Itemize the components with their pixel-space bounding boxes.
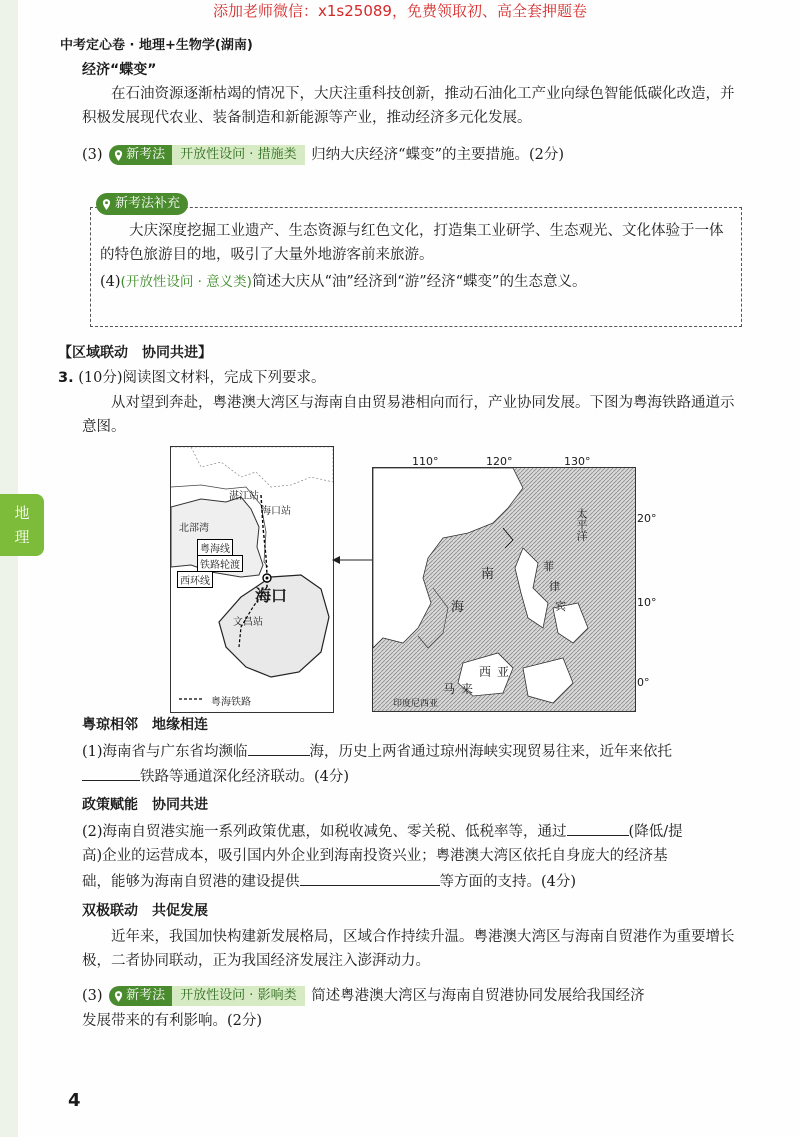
- question-3b-line: [82, 984, 752, 1008]
- map-label: 亚: [497, 665, 510, 679]
- question-number: 3.: [58, 370, 74, 386]
- badge-label: 新考法: [126, 147, 166, 162]
- map-label: 海: [451, 600, 465, 615]
- question-text: 简述粤港澳大湾区与海南自贸港协同发展给我国经济: [311, 988, 645, 1004]
- badge-type: 开放性设问 · 影响类: [172, 986, 304, 1006]
- latitude-label: 20°: [637, 512, 657, 525]
- map-label: 宾: [555, 600, 566, 613]
- pin-icon: [114, 991, 123, 1002]
- question-3b-line-2: 发展带来的有利影响。(2分): [82, 1013, 263, 1029]
- answer-blank[interactable]: [567, 819, 629, 836]
- map-label: 南: [481, 567, 495, 582]
- map-label-haikou: 海口: [255, 586, 288, 605]
- question-text: 归纳大庆经济“蝶变”的主要措施。(2分): [311, 147, 565, 163]
- latitude-label: 10°: [637, 596, 657, 609]
- answer-blank[interactable]: [248, 739, 310, 756]
- map-label: 北部湾: [179, 523, 209, 534]
- question-number: (4): [100, 274, 121, 290]
- sub3-paragraph: 近年来，我国加快构建新发展格局，区域合作持续升温。粤港澳大湾区与海南自贸港作为重要增长极，二者协同联动，正为我国经济发展注入澎湃动力。: [82, 929, 735, 969]
- map-label: 菲: [543, 560, 554, 573]
- side-tab-char: 地: [14, 504, 30, 522]
- map-boxed-label: 西环线: [177, 571, 213, 588]
- page-number: 4: [68, 1090, 81, 1111]
- section1-paragraph: 在石油资源逐渐枯竭的情况下，大庆注重科技创新，推动石油化工产业向绿色智能低碳化改造，并积极发展现代农业、装备制造和新能源等产业，推动经济多元化发展。: [82, 86, 735, 126]
- map-legend-label: 粤海铁路: [211, 697, 251, 708]
- question-2-line-c: [82, 869, 752, 894]
- question-intro-text: (10分)阅读图文材料，完成下列要求。: [78, 370, 326, 386]
- question-4-line: [100, 270, 740, 294]
- longitude-label: 110°: [412, 455, 439, 468]
- question-text: 础，能够为海南自贸港的建设提供: [82, 874, 300, 890]
- map-hainan-railway: [170, 446, 334, 713]
- longitude-label: 120°: [486, 455, 513, 468]
- question-text: 海，历史上两省通过琼州海峡实现贸易往来，近年来依托: [309, 744, 673, 760]
- new-method-badge: [109, 145, 304, 165]
- latitude-label: 0°: [637, 676, 650, 689]
- map-label: 印度尼西亚: [393, 699, 439, 709]
- question-text: 简述大庆从“油”经济到“游”经济“蝶变”的生态意义。: [251, 274, 587, 290]
- watermark-banner: 添加老师微信：x1s25089，免费领取初、高全套押题卷: [213, 2, 587, 20]
- pin-icon: [102, 199, 111, 210]
- pin-icon: [114, 150, 123, 161]
- map-label: 马: [443, 682, 456, 696]
- map-label: 文昌站: [233, 617, 263, 628]
- answer-blank[interactable]: [300, 869, 440, 886]
- subheading-dual-poles: 双极联动 共促发展: [82, 903, 208, 919]
- running-head: 中考定心卷 · 地理+生物学(湖南): [60, 38, 253, 53]
- question-1-line-b: [82, 764, 752, 789]
- answer-blank[interactable]: [82, 764, 140, 781]
- badge-type: 开放性设问 · 措施类: [172, 145, 304, 165]
- map-label: 西: [479, 665, 492, 679]
- side-tab-char: 理: [14, 528, 30, 546]
- map-south-china-sea: [372, 467, 636, 712]
- map-boxed-label: 铁路轮渡: [197, 555, 243, 572]
- map-boxed-label: 粤海线: [197, 539, 233, 556]
- question-text: (1)海南省与广东省均濒临: [82, 744, 248, 760]
- section-heading-economy: 经济“蝶变”: [82, 62, 157, 78]
- subheading-policy: 政策赋能 协同共进: [82, 797, 208, 813]
- question-3-line: [82, 143, 752, 167]
- question-1-line-a: [82, 739, 752, 764]
- longitude-label: 130°: [564, 455, 591, 468]
- subject-side-tab: [0, 494, 44, 556]
- supplement-tag-label: 新考法补充: [115, 196, 181, 211]
- supplement-paragraph: 大庆深度挖掘工业遗产、生态资源与红色文化，打造集工业研学、生态观光、文化体验于一体的特色旅游目的地，吸引了大量外地游客前来旅游。: [100, 223, 724, 263]
- question-3-intro: [58, 366, 748, 390]
- question-text: (降低/提: [628, 824, 683, 840]
- question-text: 等方面的支持。(4分): [439, 874, 577, 890]
- section-bracket-title: 【区域联动 协同共进】: [58, 345, 212, 361]
- question-text: 铁路等通道深化经济联动。(4分): [140, 769, 350, 785]
- section2-paragraph: 从对望到奔赴，粤港澳大湾区与海南自由贸易港相向而行，产业协同发展。下图为粤海铁路通道示意图。: [82, 395, 735, 435]
- question-type-paren: (开放性设问 · 意义类): [120, 274, 252, 290]
- connector-arrow-icon: [332, 550, 374, 570]
- question-number: (3): [82, 147, 103, 163]
- left-margin-strip: [0, 0, 18, 1137]
- map-label: 律: [549, 580, 560, 593]
- map-label: 湛江站: [229, 491, 259, 502]
- subheading-neighbors: 粤琼相邻 地缘相连: [82, 717, 208, 733]
- map-label: 来: [461, 682, 474, 696]
- supplement-tag: [96, 193, 188, 215]
- question-2-line-b: 高)企业的运营成本，吸引国内外企业到海南投资兴业；粤港澳大湾区依托自身庞大的经济基: [82, 848, 668, 864]
- map-label: 海口站: [261, 506, 291, 517]
- new-method-badge: [109, 986, 304, 1006]
- question-number: (3): [82, 988, 103, 1004]
- map-label: 太平洋: [575, 508, 588, 541]
- question-text: (2)海南自贸港实施一系列政策优惠，如税收减免、零关税、低税率等，通过: [82, 824, 567, 840]
- question-2-line-a: [82, 819, 752, 844]
- badge-label: 新考法: [126, 988, 166, 1003]
